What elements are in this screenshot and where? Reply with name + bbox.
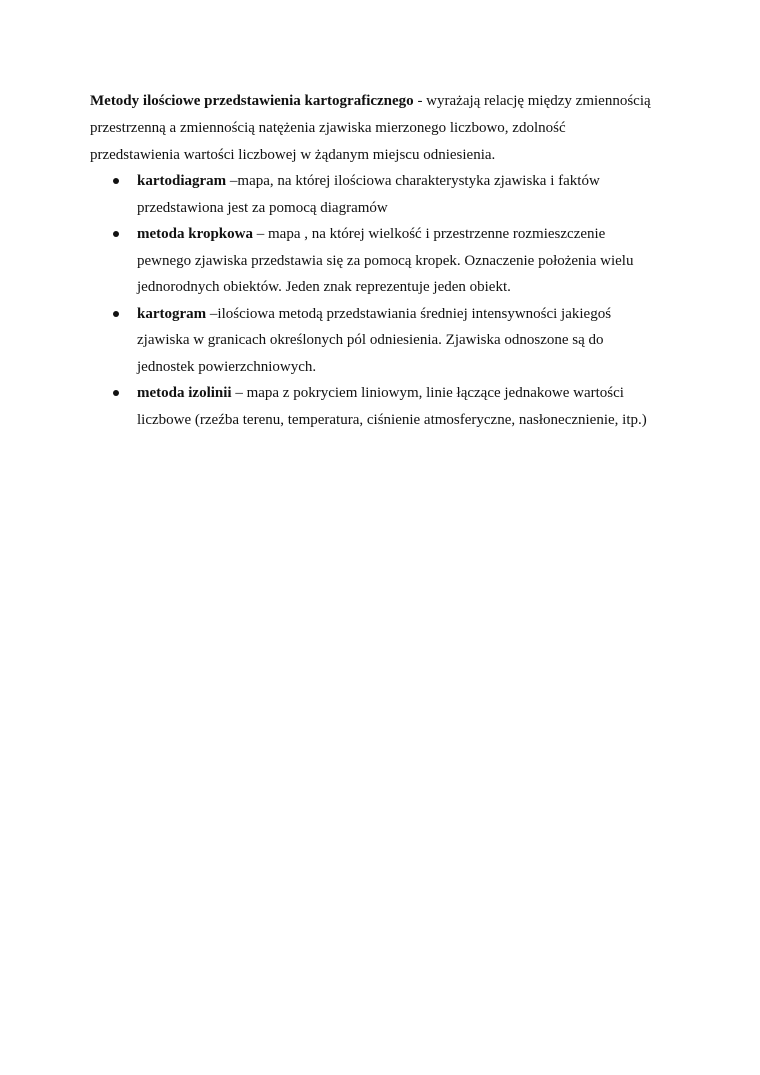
list-item-line-3: jednorodnych obiektów. Jeden znak reprezentuje jeden obiekt. <box>137 279 511 295</box>
bullet-icon <box>113 231 119 237</box>
intro-line-1 <box>90 88 690 115</box>
list-item-term: kartogram <box>137 305 207 322</box>
list-item-metoda-kropkowa <box>90 221 690 301</box>
list-item-line-2: pewnego zjawiska przedstawia się za pomocą kropek. Oznaczenie położenia wielu <box>137 252 634 269</box>
list-item-line-3: jednostek powierzchniowych. <box>137 358 317 375</box>
bullet-icon <box>113 178 119 184</box>
intro-line-2: przestrzenną a zmiennością natężenia zjawiska mierzonego liczbowo, zdolność <box>90 120 566 136</box>
list-item-text: – mapa z pokryciem liniowym, linie łączące jednakowe wartości <box>231 385 624 401</box>
list-item-metoda-izolinii <box>90 380 690 433</box>
list-item-term: metoda izolinii <box>137 385 232 401</box>
list-item-kartogram <box>90 301 690 381</box>
list-item-line-1 <box>137 168 690 195</box>
list-item-term: metoda kropkowa <box>137 226 253 242</box>
list-item-line-2: zjawiska w granicach określonych pól odniesienia. Zjawiska odnoszone są do <box>137 332 604 348</box>
list-item-line-2: liczbowe (rzeźba terenu, temperatura, ciśnienie atmosferyczne, nasłonecznienie, itp.) <box>137 411 647 428</box>
list-item-line-1 <box>137 301 690 328</box>
list-item-line-1 <box>137 380 690 407</box>
intro-term: Metody ilościowe przedstawienia kartograficznego <box>90 93 414 109</box>
list-item-line-1 <box>137 221 690 248</box>
intro-line-1-text: - wyrażają relację między zmiennością <box>413 93 651 109</box>
list-item-kartodiagram <box>90 168 690 221</box>
bullet-icon <box>113 311 119 317</box>
list-item-text: – mapa , na której wielkość i przestrzenne rozmieszczenie <box>253 226 606 242</box>
list-item-text: –mapa, na której ilościowa charakterystyka zjawiska i faktów <box>226 173 600 189</box>
methods-list <box>90 168 690 433</box>
intro-paragraph <box>90 88 690 169</box>
intro-line-3: przedstawienia wartości liczbowej w żądanym miejscu odniesienia. <box>90 147 496 163</box>
list-item-term: kartodiagram <box>137 173 227 189</box>
bullet-icon <box>113 390 119 396</box>
list-item-line-2: przedstawiona jest za pomocą diagramów <box>137 199 388 216</box>
list-item-text: –ilościowa metodą przedstawiania średniej intensywności jakiegoś <box>206 305 612 322</box>
